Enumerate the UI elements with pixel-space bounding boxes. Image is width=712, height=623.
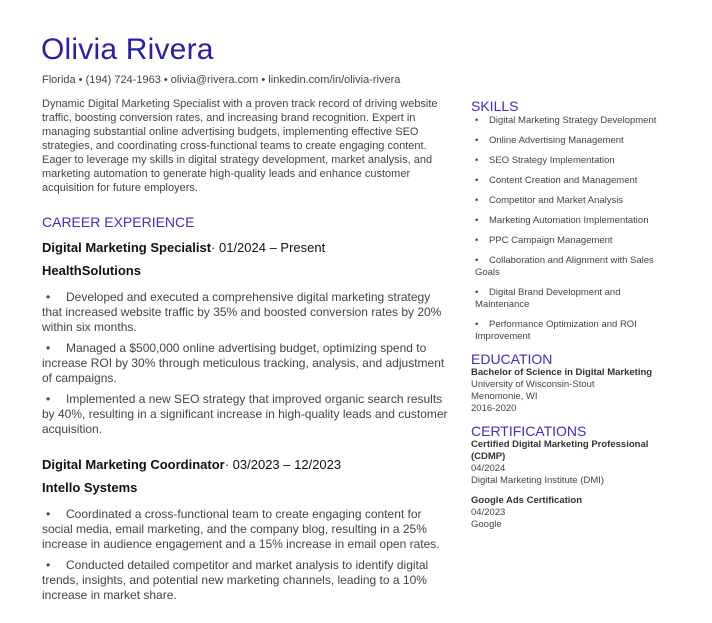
job-entry — [42, 240, 450, 437]
cert-issuer: Google — [471, 519, 502, 530]
bullet-icon: • — [475, 319, 479, 330]
skill-item — [475, 235, 661, 247]
skill-text: Competitor and Market Analysis — [489, 195, 624, 206]
certification-entry — [471, 495, 661, 531]
bullet-icon: • — [46, 558, 51, 572]
job-bullet — [42, 507, 450, 552]
summary: Dynamic Digital Marketing Specialist with a proven track record of driving website traffic, boosting conversion rates, and increasing brand recognition. Expert in managing substantial online advertising budgets, implementing effective SEO strategies, and coordinating cross-functional teams to create engaging content. Eager to leverage my skills in digital strategy development, market analysis, and marketing automation to generate high-quality leads and enhance customer acquisition for future employers. — [42, 98, 438, 194]
bullet-icon: • — [46, 290, 51, 304]
bullet-icon: • — [475, 135, 479, 146]
bullet-icon: • — [475, 155, 479, 166]
bullet-icon: • — [475, 215, 479, 226]
skill-item — [475, 115, 661, 127]
bullet-icon: • — [475, 255, 479, 266]
education-entry — [471, 367, 661, 415]
contact-line: Florida • (194) 724-1963 • olivia@rivera.com • linkedin.com/in/olivia-rivera — [42, 74, 401, 86]
job-title: Digital Marketing Specialist — [42, 240, 212, 255]
experience-section — [42, 214, 450, 623]
bullet-text: Conducted detailed competitor and market analysis to identify digital trends, insights, and potential new marketing channels, leading to a 10% increase in market share. — [42, 558, 429, 602]
bullet-icon: • — [475, 195, 479, 206]
job-title-line — [42, 240, 450, 255]
skill-text: PPC Campaign Management — [489, 235, 613, 246]
skill-text: SEO Strategy Implementation — [489, 155, 615, 166]
bullet-icon: • — [46, 392, 51, 406]
bullet-icon: • — [46, 341, 51, 355]
sidebar — [471, 98, 661, 539]
experience-heading: CAREER EXPERIENCE — [42, 214, 195, 230]
skill-text: Digital Marketing Strategy Development — [489, 115, 657, 126]
candidate-name: Olivia Rivera — [41, 33, 214, 66]
bullet-icon: • — [475, 287, 479, 298]
job-bullet — [42, 341, 450, 386]
cert-name-line — [471, 439, 661, 463]
bullet-icon: • — [475, 235, 479, 246]
skill-text: Content Creation and Management — [489, 175, 638, 186]
skill-item — [475, 255, 661, 279]
cert-date: 04/2024 — [471, 463, 506, 474]
bullet-text: Coordinated a cross-functional team to create engaging content for social media, email marketing, and the company blog, resulting in a 25% increase in audience engagement and a 15% increase in email open rates. — [42, 507, 440, 551]
cert-issuer: Digital Marketing Institute (DMI) — [471, 475, 605, 486]
skill-item — [475, 215, 661, 227]
company-name: HealthSolutions — [42, 263, 141, 278]
job-bullet — [42, 392, 450, 437]
bullet-icon: • — [475, 115, 479, 126]
education-heading: EDUCATION — [471, 351, 553, 367]
education-years: 2016-2020 — [471, 403, 517, 414]
school: University of Wisconsin-Stout — [471, 379, 595, 390]
cert-name-line — [471, 495, 661, 507]
skill-item — [475, 319, 661, 343]
school-location: Menomonie, WI — [471, 391, 538, 402]
job-title: Digital Marketing Coordinator — [42, 457, 225, 472]
job-bullet — [42, 558, 450, 603]
skill-text: Marketing Automation Implementation — [489, 215, 649, 226]
job-bullet — [42, 290, 450, 335]
skill-text: Online Advertising Management — [489, 135, 624, 146]
skill-item — [475, 155, 661, 167]
cert-date: 04/2023 — [471, 507, 506, 518]
degree: Bachelor of Science in Digital Marketing — [471, 367, 653, 378]
job-title-line — [42, 457, 450, 472]
skill-text: Performance Optimization and ROI Improvement — [475, 319, 637, 342]
skill-text: Collaboration and Alignment with Sales Goals — [475, 255, 654, 278]
company-name: Intello Systems — [42, 480, 138, 495]
job-entry — [42, 457, 450, 603]
bullet-icon: • — [475, 175, 479, 186]
bullet-icon: • — [46, 507, 51, 521]
skill-item — [475, 287, 661, 311]
bullet-text: Developed and executed a comprehensive digital marketing strategy that increased website traffic by 35% and boosted conversion rates by 20% within six months. — [42, 290, 442, 334]
skill-item — [475, 135, 661, 147]
job-dates: · 03/2023 – 12/2023 — [224, 457, 342, 472]
certifications-heading: CERTIFICATIONS — [471, 423, 587, 439]
skill-item — [475, 195, 661, 207]
bullet-text: Managed a $500,000 online advertising budget, optimizing spend to increase ROI by 30% through meticulous tracking, analysis, and adjustment of campaigns. — [42, 341, 445, 385]
skill-text: Digital Brand Development and Maintenance — [475, 287, 621, 310]
skills-heading: SKILLS — [471, 98, 519, 114]
cert-name: Certified Digital Marketing Professional (CDMP) — [471, 439, 649, 462]
skill-item — [475, 175, 661, 187]
bullet-text: Implemented a new SEO strategy that improved organic search results by 40%, resulting in a significant increase in high-quality leads and customer acquisition. — [42, 392, 448, 436]
job-dates: · 01/2024 – Present — [211, 240, 326, 255]
cert-name: Google Ads Certification — [471, 495, 583, 506]
certification-entry — [471, 439, 661, 487]
